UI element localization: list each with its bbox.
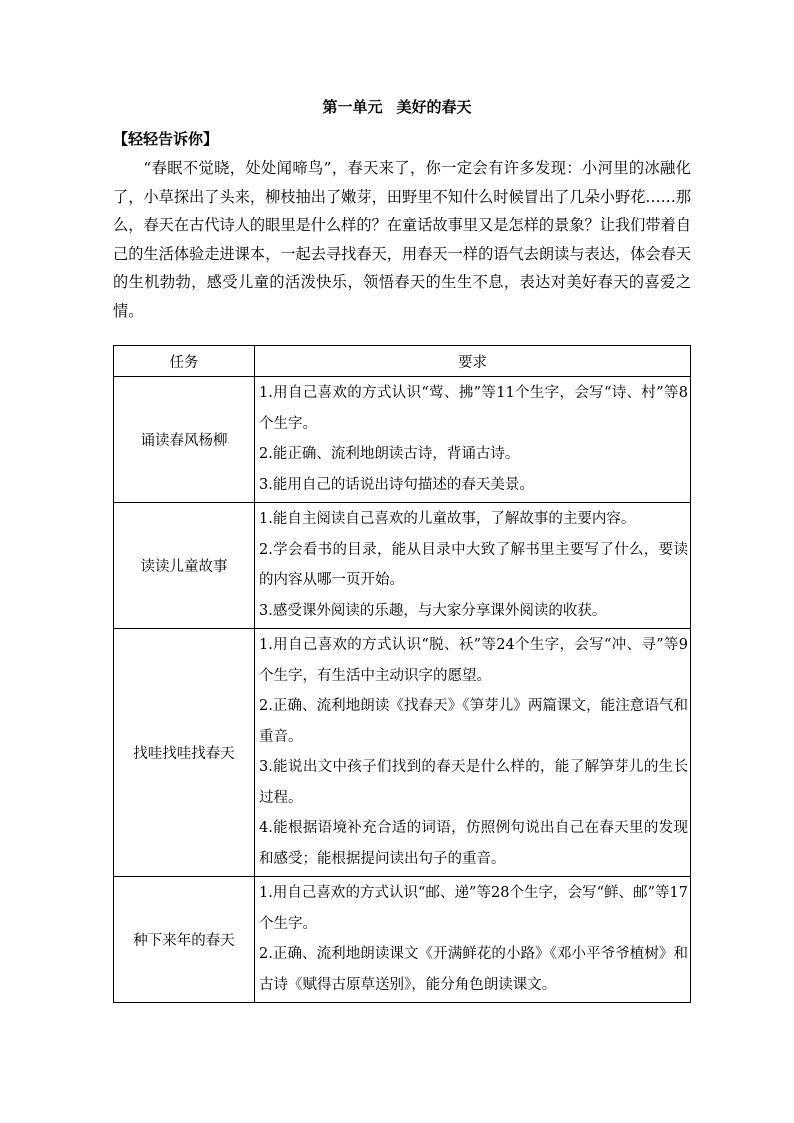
header-requirement: 要求 <box>255 346 691 377</box>
task-name: 读读儿童故事 <box>114 503 255 629</box>
unit-label: 第一单元 <box>322 98 383 116</box>
header-task: 任务 <box>114 346 255 377</box>
intro-paragraph: “春眠不觉晓，处处闻啼鸟”，春天来了，你一定会有许多发现：小河里的冰融化了，小草探出了头来，柳枝抽出了嫩芽，田野里不知什么时候冒出了几朵小野花……那么，春天在古代诗人的眼里是什么样的？在童话故事里又是怎样的景象？让我们带着自己的生活体验走进课本，一起去寻找春天，用春天一样的语气去朗读与表达，体会春天的生机勃勃，感受儿童的活泼快乐，领悟春天的生生不息，表达对美好春天的喜爱之情。 <box>113 159 691 320</box>
requirement-cell <box>255 877 691 1003</box>
requirement-item: 3.能说出文中孩子们找到的春天是什么样的，能了解笋芽儿的生长过程。 <box>259 759 688 806</box>
requirement-cell <box>255 377 691 503</box>
task-name: 诵读春风杨柳 <box>114 377 255 503</box>
requirement-item: 2.正确、流利地朗读课文《开满鲜花的小路》《邓小平爷爷植树》和古诗《赋得古原草送别》，能分角色朗读课文。 <box>259 946 688 993</box>
page-title <box>0 96 794 117</box>
requirement-item: 1.用自己喜欢的方式认识“邮、递”等28个生字，会写“鲜、邮”等17个生字。 <box>259 885 688 932</box>
task-name: 找哇找哇找春天 <box>114 629 255 877</box>
requirement-item: 2.能正确、流利地朗读古诗，背诵古诗。 <box>259 446 520 462</box>
unit-theme: 美好的春天 <box>396 98 472 116</box>
task-table <box>113 345 691 1003</box>
table-row <box>114 877 691 1003</box>
task-name: 种下来年的春天 <box>114 877 255 1003</box>
section-heading: 【轻轻告诉你】 <box>113 130 219 148</box>
table-header-row <box>114 346 691 377</box>
requirement-cell <box>255 503 691 629</box>
requirement-item: 2.学会看书的目录，能从目录中大致了解书里主要写了什么，要读的内容从哪一页开始。 <box>259 541 688 588</box>
requirement-item: 4.能根据语境补充合适的词语，仿照例句说出自己在春天里的发现和感受；能根据提问读出句子的重音。 <box>259 820 688 867</box>
requirement-item: 1.能自主阅读自己喜欢的儿童故事，了解故事的主要内容。 <box>259 511 636 527</box>
requirement-item: 1.用自己喜欢的方式认识“脱、袄”等24个生字，会写“冲、寻”等9个生字，有生活中主动识字的愿望。 <box>259 637 688 684</box>
requirement-item: 3.感受课外阅读的乐趣，与大家分享课外阅读的收获。 <box>259 602 607 619</box>
requirement-item: 3.能用自己的话说出诗句描述的春天美景。 <box>259 476 534 493</box>
table-row <box>114 377 691 503</box>
requirement-item: 2.正确、流利地朗读《找春天》《笋芽儿》两篇课文，能注意语气和重音。 <box>259 698 688 745</box>
table-row <box>114 503 691 629</box>
requirement-cell <box>255 629 691 877</box>
table-row <box>114 629 691 877</box>
requirement-item: 1.用自己喜欢的方式认识“莺、拂”等11个生字，会写“诗、村”等8个生字。 <box>259 385 688 432</box>
